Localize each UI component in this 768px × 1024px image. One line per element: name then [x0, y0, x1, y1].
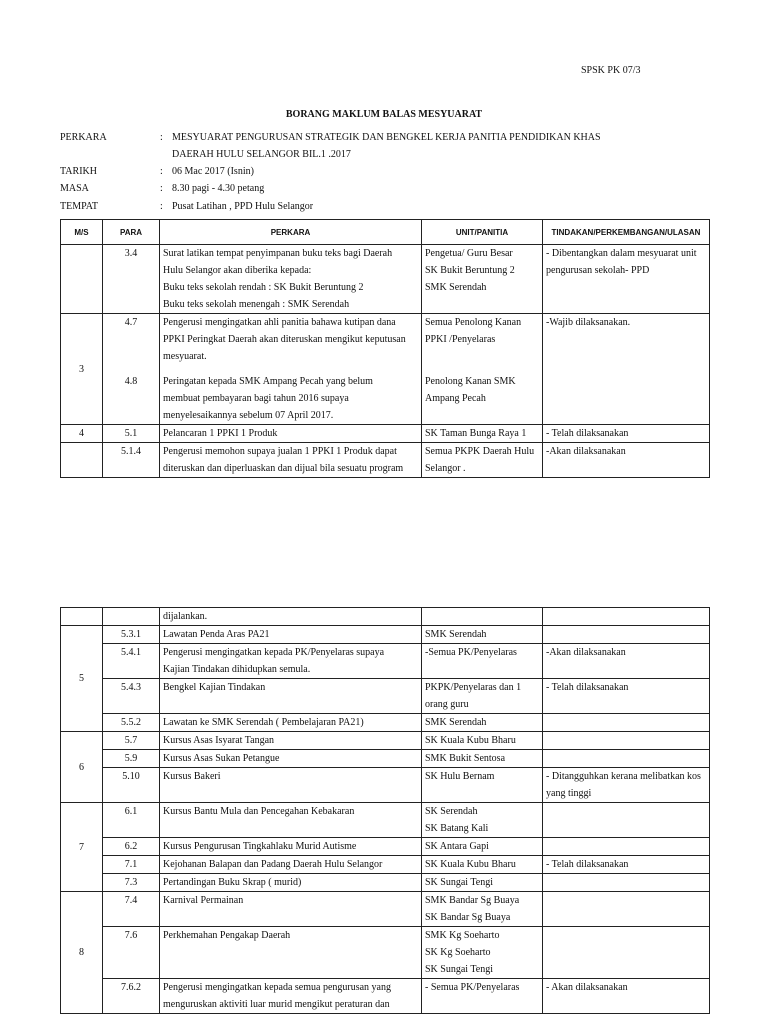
unit-cell: [422, 856, 543, 874]
para-cell: 5.4.1: [103, 644, 160, 679]
spacer: [425, 365, 539, 373]
detail-label: TARIKH: [60, 166, 97, 177]
unit-cell: [422, 803, 543, 838]
detail-colon: :: [160, 166, 163, 177]
table-row: [61, 768, 710, 803]
table-row: [61, 874, 710, 892]
perkara-text: Pengerusi mengingatkan kepada PK/Penyelaras supaya: [163, 647, 385, 658]
column-header: PARA: [103, 220, 160, 245]
tindakan-text: - Telah dilaksanakan: [546, 682, 629, 693]
detail-value: 8.30 pagi - 4.30 petang: [172, 183, 265, 194]
table-header-row: [61, 220, 710, 245]
tindakan-text: - Dibentangkan dalam mesyuarat unit: [546, 248, 697, 259]
unit-text: SMK Kg Soeharto: [425, 930, 500, 941]
ms-cell: 7: [61, 803, 103, 892]
perkara-text: Pelancaran 1 PPKI 1 Produk: [163, 428, 278, 439]
unit-cell: [422, 927, 543, 979]
unit-cell: [422, 768, 543, 803]
tindakan-text: yang tinggi: [546, 788, 592, 799]
unit-text: SMK Bandar Sg Buaya: [425, 895, 520, 906]
tindakan-cell: [543, 608, 710, 626]
unit-text: SK Hulu Bernam: [425, 771, 495, 782]
unit-text: SK Antara Gapi: [425, 841, 489, 852]
para-cell: [103, 443, 160, 478]
detail-label: MASA: [60, 183, 89, 194]
unit-text: SK Taman Bunga Raya 1: [425, 428, 527, 439]
ms-cell: [61, 608, 103, 626]
para-number: 5.1: [124, 428, 138, 439]
table-row: [61, 803, 710, 838]
table-row: [61, 679, 710, 714]
table-row: [61, 245, 710, 314]
column-header: M/S: [61, 220, 103, 245]
document-code: SPSK PK 07/3: [581, 65, 641, 76]
table-row: [61, 644, 710, 679]
tindakan-cell: [543, 425, 710, 443]
para-cell: 5.5.2: [103, 714, 160, 732]
unit-text: SK Serendah: [425, 806, 478, 817]
spacer: [425, 348, 539, 365]
ms-cell: 4: [61, 425, 103, 443]
perkara-cell: [160, 750, 422, 768]
para-cell: 6.2: [103, 838, 160, 856]
unit-cell: [422, 644, 543, 679]
perkara-cell: [160, 679, 422, 714]
perkara-text: PPKI Peringkat Daerah akan diteruskan mengikut keputusan: [163, 334, 406, 345]
para-cell: 7.3: [103, 874, 160, 892]
tindakan-text: - Akan dilaksanakan: [546, 982, 628, 993]
table-row: [61, 608, 710, 626]
para-cell: [103, 314, 160, 425]
tindakan-cell: [543, 732, 710, 750]
ms-cell: 3: [61, 314, 103, 425]
unit-cell: [422, 443, 543, 478]
detail-value: DAERAH HULU SELANGOR BIL.1 .2017: [172, 149, 351, 160]
tindakan-text: - Telah dilaksanakan: [546, 428, 629, 439]
unit-text: -Semua PK/Penyelaras: [425, 647, 517, 658]
para-cell: [103, 425, 160, 443]
para-number: 4.8: [124, 376, 138, 387]
perkara-text: menyelesaikannya sebelum 07 April 2017.: [163, 410, 334, 421]
unit-cell: [422, 979, 543, 1014]
feedback-table-2: [60, 607, 710, 1014]
tindakan-text: -Wajib dilaksanakan.: [546, 317, 631, 328]
tindakan-cell: [543, 626, 710, 644]
document-title: BORANG MAKLUM BALAS MESYUARAT: [285, 109, 483, 120]
perkara-cell: [160, 874, 422, 892]
unit-text: SMK Serendah: [425, 629, 487, 640]
ms-cell: [61, 245, 103, 314]
perkara-text: Kejohanan Balapan dan Padang Daerah Hulu Selangor: [163, 859, 383, 870]
ms-cell: [61, 443, 103, 478]
tindakan-cell: [543, 679, 710, 714]
detail-value: 06 Mac 2017 (Isnin): [172, 166, 254, 177]
para-cell: [103, 608, 160, 626]
tindakan-text: - Ditangguhkan kerana melibatkan kos: [546, 771, 701, 782]
perkara-cell: [160, 979, 422, 1014]
table-row: [61, 979, 710, 1014]
perkara-cell: [160, 314, 422, 425]
unit-cell: [422, 626, 543, 644]
unit-text: SK Bandar Sg Buaya: [425, 912, 511, 923]
tindakan-cell: [543, 927, 710, 979]
para-number: 4.7: [124, 317, 138, 328]
tindakan-cell: [543, 856, 710, 874]
unit-text: Penolong Kanan SMK: [425, 376, 516, 387]
unit-text: Semua Penolong Kanan: [425, 317, 522, 328]
perkara-text: Hulu Selangor akan diberika kepada:: [163, 265, 312, 276]
detail-colon: :: [160, 132, 163, 143]
tindakan-cell: [543, 314, 710, 425]
unit-cell: [422, 679, 543, 714]
perkara-text: dijalankan.: [163, 611, 208, 622]
para-cell: 5.3.1: [103, 626, 160, 644]
perkara-text: Kursus Bantu Mula dan Pencegahan Kebakaran: [163, 806, 355, 817]
tindakan-cell: [543, 892, 710, 927]
tindakan-cell: [543, 443, 710, 478]
perkara-text: Pertandingan Buku Skrap ( murid): [163, 877, 302, 888]
para-cell: [103, 245, 160, 314]
unit-text: SK Kuala Kubu Bharu: [425, 735, 516, 746]
perkara-cell: [160, 425, 422, 443]
unit-text: - Semua PK/Penyelaras: [425, 982, 520, 993]
table-row: [61, 856, 710, 874]
spacer: [106, 348, 156, 365]
detail-colon: :: [160, 183, 163, 194]
perkara-cell: [160, 443, 422, 478]
perkara-text: Kursus Asas Sukan Petangue: [163, 753, 280, 764]
perkara-text: Karnival Permainan: [163, 895, 244, 906]
tindakan-cell: [543, 245, 710, 314]
feedback-table-1: [60, 219, 710, 478]
perkara-cell: [160, 838, 422, 856]
spacer: [106, 365, 156, 373]
column-header: PERKARA: [160, 220, 422, 245]
unit-cell: [422, 892, 543, 927]
perkara-cell: [160, 608, 422, 626]
perkara-cell: [160, 732, 422, 750]
perkara-cell: [160, 626, 422, 644]
detail-label: TEMPAT: [60, 201, 98, 212]
unit-text: Semua PKPK Daerah Hulu: [425, 446, 535, 457]
perkara-cell: [160, 927, 422, 979]
perkara-text: Pengerusi mengingatkan ahli panitia bahawa kutipan dana: [163, 317, 396, 328]
unit-text: SK Sungai Tengi: [425, 964, 494, 975]
table-row: [61, 892, 710, 927]
table-row: [61, 714, 710, 732]
perkara-cell: [160, 803, 422, 838]
unit-cell: [422, 608, 543, 626]
spacer: [163, 365, 418, 373]
detail-value: MESYUARAT PENGURUSAN STRATEGIK DAN BENGKEL KERJA PANITIA PENDIDIKAN KHAS: [172, 132, 601, 143]
detail-colon: :: [160, 201, 163, 212]
perkara-text: Lawatan ke SMK Serendah ( Pembelajaran PA21): [163, 717, 364, 728]
unit-text: SMK Bukit Sentosa: [425, 753, 506, 764]
unit-text: SK Bukit Beruntung 2: [425, 265, 515, 276]
ms-cell: 5: [61, 626, 103, 732]
para-number: 5.1.4: [121, 446, 141, 457]
tindakan-text: -Akan dilaksanakan: [546, 647, 626, 658]
unit-cell: [422, 314, 543, 425]
para-cell: 7.4: [103, 892, 160, 927]
table-row: [61, 314, 710, 425]
unit-cell: [422, 838, 543, 856]
perkara-cell: [160, 714, 422, 732]
unit-text: Ampang Pecah: [425, 393, 486, 404]
tindakan-cell: [543, 803, 710, 838]
perkara-text: Kursus Pengurusan Tingkahlaku Murid Autisme: [163, 841, 357, 852]
tindakan-cell: [543, 714, 710, 732]
tindakan-text: - Telah dilaksanakan: [546, 859, 629, 870]
unit-cell: [422, 245, 543, 314]
tindakan-text: -Akan dilaksanakan: [546, 446, 626, 457]
spacer: [106, 331, 156, 348]
table-row: [61, 626, 710, 644]
table-row: [61, 443, 710, 478]
para-cell: 7.1: [103, 856, 160, 874]
column-header: TINDAKAN/PERKEMBANGAN/ULASAN: [543, 220, 710, 245]
perkara-text: Buku teks sekolah rendah : SK Bukit Beruntung 2: [163, 282, 364, 293]
tindakan-cell: [543, 750, 710, 768]
perkara-text: diteruskan dan diperluaskan dan dijual bila sesuatu program: [163, 463, 404, 474]
perkara-cell: [160, 892, 422, 927]
unit-text: PPKI /Penyelaras: [425, 334, 496, 345]
perkara-text: Lawatan Penda Aras PA21: [163, 629, 270, 640]
unit-text: SK Batang Kali: [425, 823, 489, 834]
para-cell: 6.1: [103, 803, 160, 838]
unit-cell: [422, 750, 543, 768]
para-cell: 5.4.3: [103, 679, 160, 714]
perkara-text: Bengkel Kajian Tindakan: [163, 682, 266, 693]
perkara-cell: [160, 245, 422, 314]
unit-text: Pengetua/ Guru Besar: [425, 248, 513, 259]
column-header: UNIT/PANITIA: [422, 220, 543, 245]
para-cell: 5.7: [103, 732, 160, 750]
detail-label: PERKARA: [60, 132, 107, 143]
perkara-cell: [160, 644, 422, 679]
para-cell: 5.9: [103, 750, 160, 768]
perkara-cell: [160, 856, 422, 874]
perkara-text: Perkhemahan Pengakap Daerah: [163, 930, 291, 941]
unit-text: SK Kg Soeharto: [425, 947, 491, 958]
unit-text: SK Sungai Tengi: [425, 877, 494, 888]
perkara-text: membuat pembayaran bagi tahun 2016 supaya: [163, 393, 349, 404]
unit-text: Selangor .: [425, 463, 466, 474]
tindakan-cell: [543, 768, 710, 803]
perkara-text: Pengerusi memohon supaya jualan 1 PPKI 1 Produk dapat: [163, 446, 397, 457]
unit-cell: [422, 714, 543, 732]
unit-text: orang guru: [425, 699, 469, 710]
tindakan-cell: [543, 644, 710, 679]
unit-cell: [422, 732, 543, 750]
perkara-cell: [160, 768, 422, 803]
table-row: [61, 732, 710, 750]
unit-text: SMK Serendah: [425, 282, 487, 293]
perkara-text: Kursus Bakeri: [163, 771, 221, 782]
para-cell: 7.6: [103, 927, 160, 979]
ms-cell: 8: [61, 892, 103, 1014]
tindakan-cell: [543, 838, 710, 856]
perkara-text: menguruskan aktiviti luar murid mengikut peraturan dan: [163, 999, 390, 1010]
perkara-text: Peringatan kepada SMK Ampang Pecah yang belum: [163, 376, 373, 387]
unit-text: PKPK/Penyelaras dan 1: [425, 682, 522, 693]
ms-cell: 6: [61, 732, 103, 803]
detail-value: Pusat Latihan , PPD Hulu Selangor: [172, 201, 314, 212]
perkara-text: Kursus Asas Isyarat Tangan: [163, 735, 275, 746]
perkara-text: mesyuarat.: [163, 351, 207, 362]
unit-text: SK Kuala Kubu Bharu: [425, 859, 516, 870]
perkara-text: Kajian Tindakan dihidupkan semula.: [163, 664, 311, 675]
para-cell: 7.6.2: [103, 979, 160, 1014]
para-number: 3.4: [124, 248, 138, 259]
table-row: [61, 425, 710, 443]
table-row: [61, 838, 710, 856]
unit-cell: [422, 874, 543, 892]
perkara-text: Buku teks sekolah menengah : SMK Serendah: [163, 299, 350, 310]
para-cell: 5.10: [103, 768, 160, 803]
tindakan-cell: [543, 874, 710, 892]
table-row: [61, 750, 710, 768]
table-row: [61, 927, 710, 979]
tindakan-text: pengurusan sekolah- PPD: [546, 265, 650, 276]
tindakan-cell: [543, 979, 710, 1014]
unit-text: SMK Serendah: [425, 717, 487, 728]
perkara-text: Pengerusi mengingatkan kepada semua pengurusan yang: [163, 982, 391, 993]
perkara-text: Surat latikan tempat penyimpanan buku teks bagi Daerah: [163, 248, 393, 259]
unit-cell: [422, 425, 543, 443]
